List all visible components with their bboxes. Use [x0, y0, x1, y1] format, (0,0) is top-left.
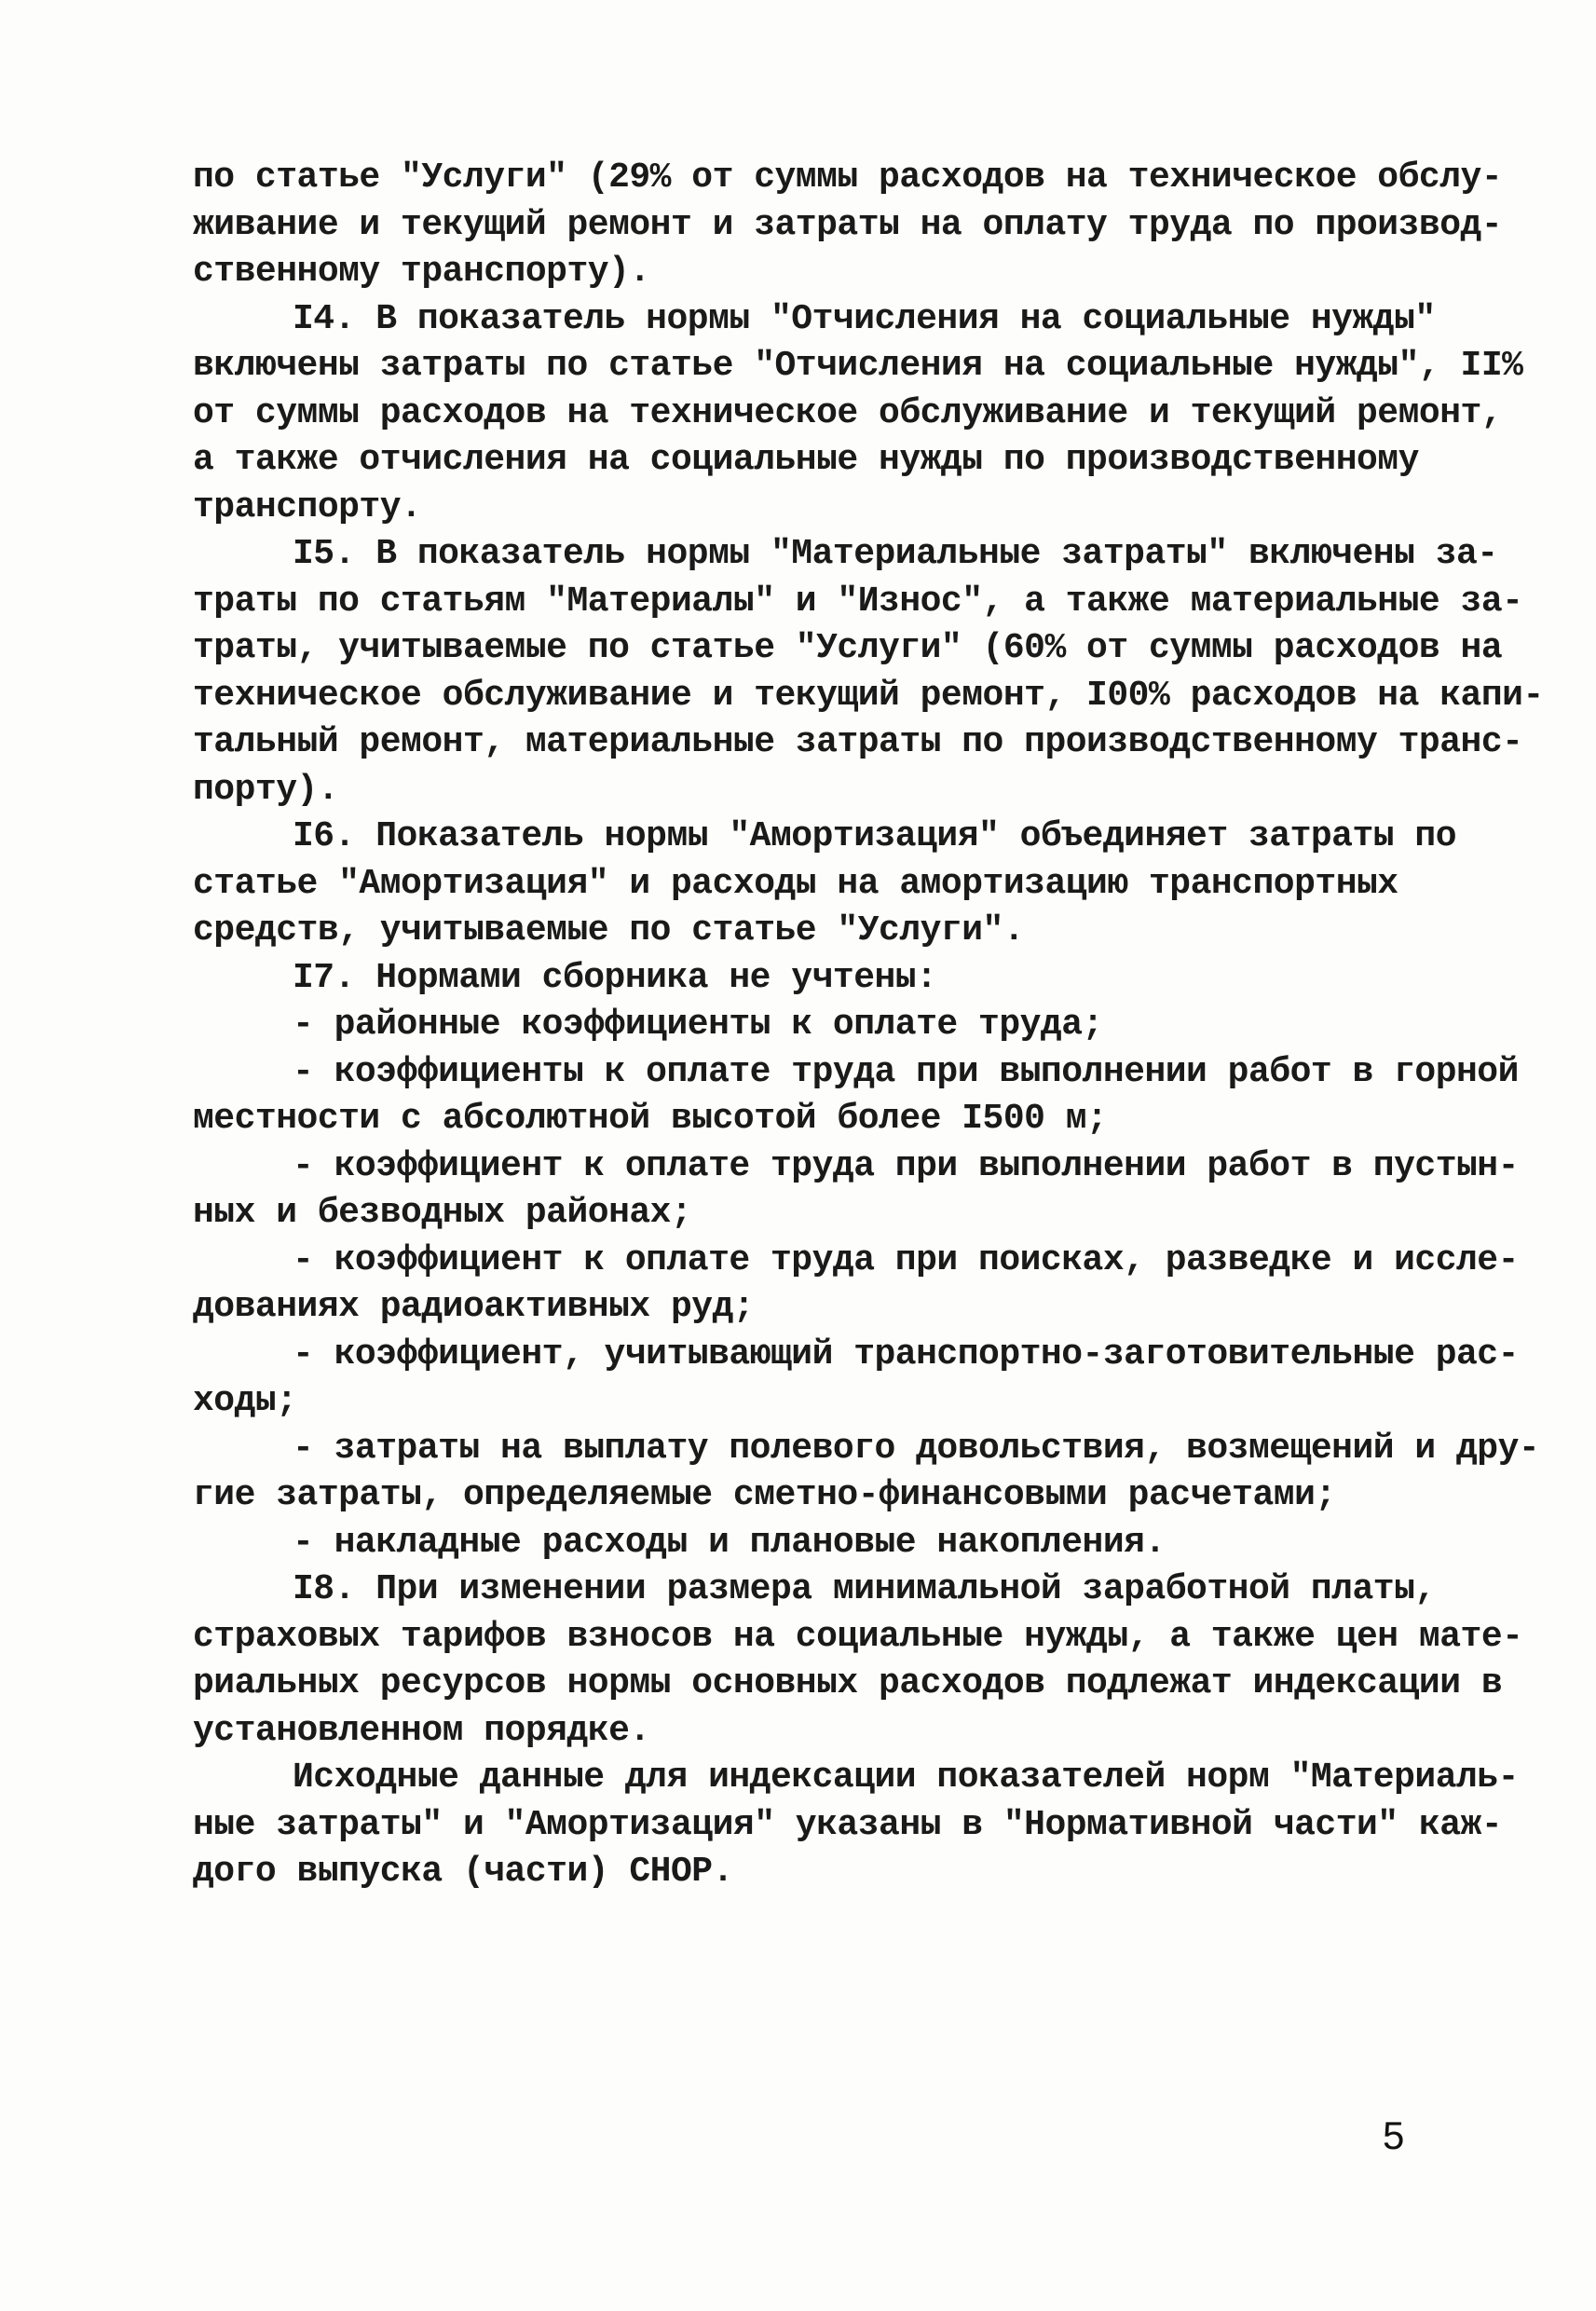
- text-line: порту).: [193, 769, 339, 810]
- text-line: дого выпуска (части) СНОР.: [193, 1852, 733, 1892]
- text-line: - затраты на выплату полевого довольствия, возмещений и дру-: [293, 1428, 1540, 1469]
- text-line: от суммы расходов на техническое обслуживание и текущий ремонт,: [193, 392, 1503, 433]
- text-line: местности с абсолютной высотой более I500 м;: [193, 1099, 1108, 1139]
- text-line: - коэффициент к оплате труда при выполнении работ в пустын-: [293, 1145, 1519, 1186]
- text-line: гие затраты, определяемые сметно-финансовыми расчетами;: [193, 1475, 1336, 1515]
- text-line: I4. В показатель нормы "Отчисления на социальные нужды": [293, 298, 1436, 339]
- text-line: траты, учитываемые по статье "Услуги" (60% от суммы расходов на: [193, 628, 1503, 668]
- text-line: ходы;: [193, 1381, 297, 1421]
- text-line: ственному транспорту).: [193, 252, 650, 292]
- text-line: - коэффициент, учитывающий транспортно-заготовительные рас-: [293, 1333, 1519, 1374]
- text-line: статье "Амортизация" и расходы на амортизацию транспортных: [193, 863, 1398, 904]
- body-text: [193, 155, 1544, 1896]
- text-line: установленном порядке.: [193, 1710, 650, 1751]
- text-line: I5. В показатель нормы "Материальные затраты" включены за-: [293, 534, 1498, 574]
- text-line: I7. Нормами сборника не учтены:: [293, 957, 937, 998]
- text-line: техническое обслуживание и текущий ремонт, I00% расходов на капи-: [193, 675, 1544, 716]
- text-line: средств, учитываемые по статье "Услуги".: [193, 910, 1025, 950]
- text-line: тальный ремонт, материальные затраты по производственному транс-: [193, 722, 1523, 762]
- text-line: риальных ресурсов нормы основных расходов подлежат индексации в: [193, 1663, 1503, 1703]
- text-line: I6. Показатель нормы "Амортизация" объединяет затраты по: [293, 816, 1457, 856]
- text-line: а также отчисления на социальные нужды по производственному: [193, 440, 1419, 480]
- text-line: ные затраты" и "Амортизация" указаны в "Нормативной части" каж-: [193, 1804, 1503, 1845]
- text-line: дованиях радиоактивных руд;: [193, 1287, 755, 1327]
- text-line: - коэффициент к оплате труда при поисках, разведке и иссле-: [293, 1239, 1519, 1280]
- text-line: - накладные расходы и плановые накопления.: [293, 1522, 1166, 1563]
- text-line: Исходные данные для индексации показателей норм "Материаль-: [293, 1757, 1519, 1798]
- text-line: включены затраты по статье "Отчисления на социальные нужды", II%: [193, 346, 1523, 386]
- text-line: по статье "Услуги" (29% от суммы расходов на техническое обслу-: [193, 157, 1503, 198]
- text-line: транспорту.: [193, 486, 422, 527]
- text-line: страховых тарифов взносов на социальные нужды, а также цен мате-: [193, 1616, 1523, 1657]
- text-line: живание и текущий ремонт и затраты на оплату труда по производ-: [193, 204, 1503, 245]
- text-line: траты по статьям "Материалы" и "Износ", а также материальные за-: [193, 581, 1523, 622]
- text-line: - коэффициенты к оплате труда при выполнении работ в горной: [293, 1051, 1519, 1092]
- page-number: 5: [1383, 2113, 1405, 2157]
- text-line: ных и безводных районах;: [193, 1193, 692, 1233]
- text-line: - районные коэффициенты к оплате труда;: [293, 1005, 1103, 1045]
- text-line: I8. При изменении размера минимальной заработной платы,: [293, 1569, 1436, 1609]
